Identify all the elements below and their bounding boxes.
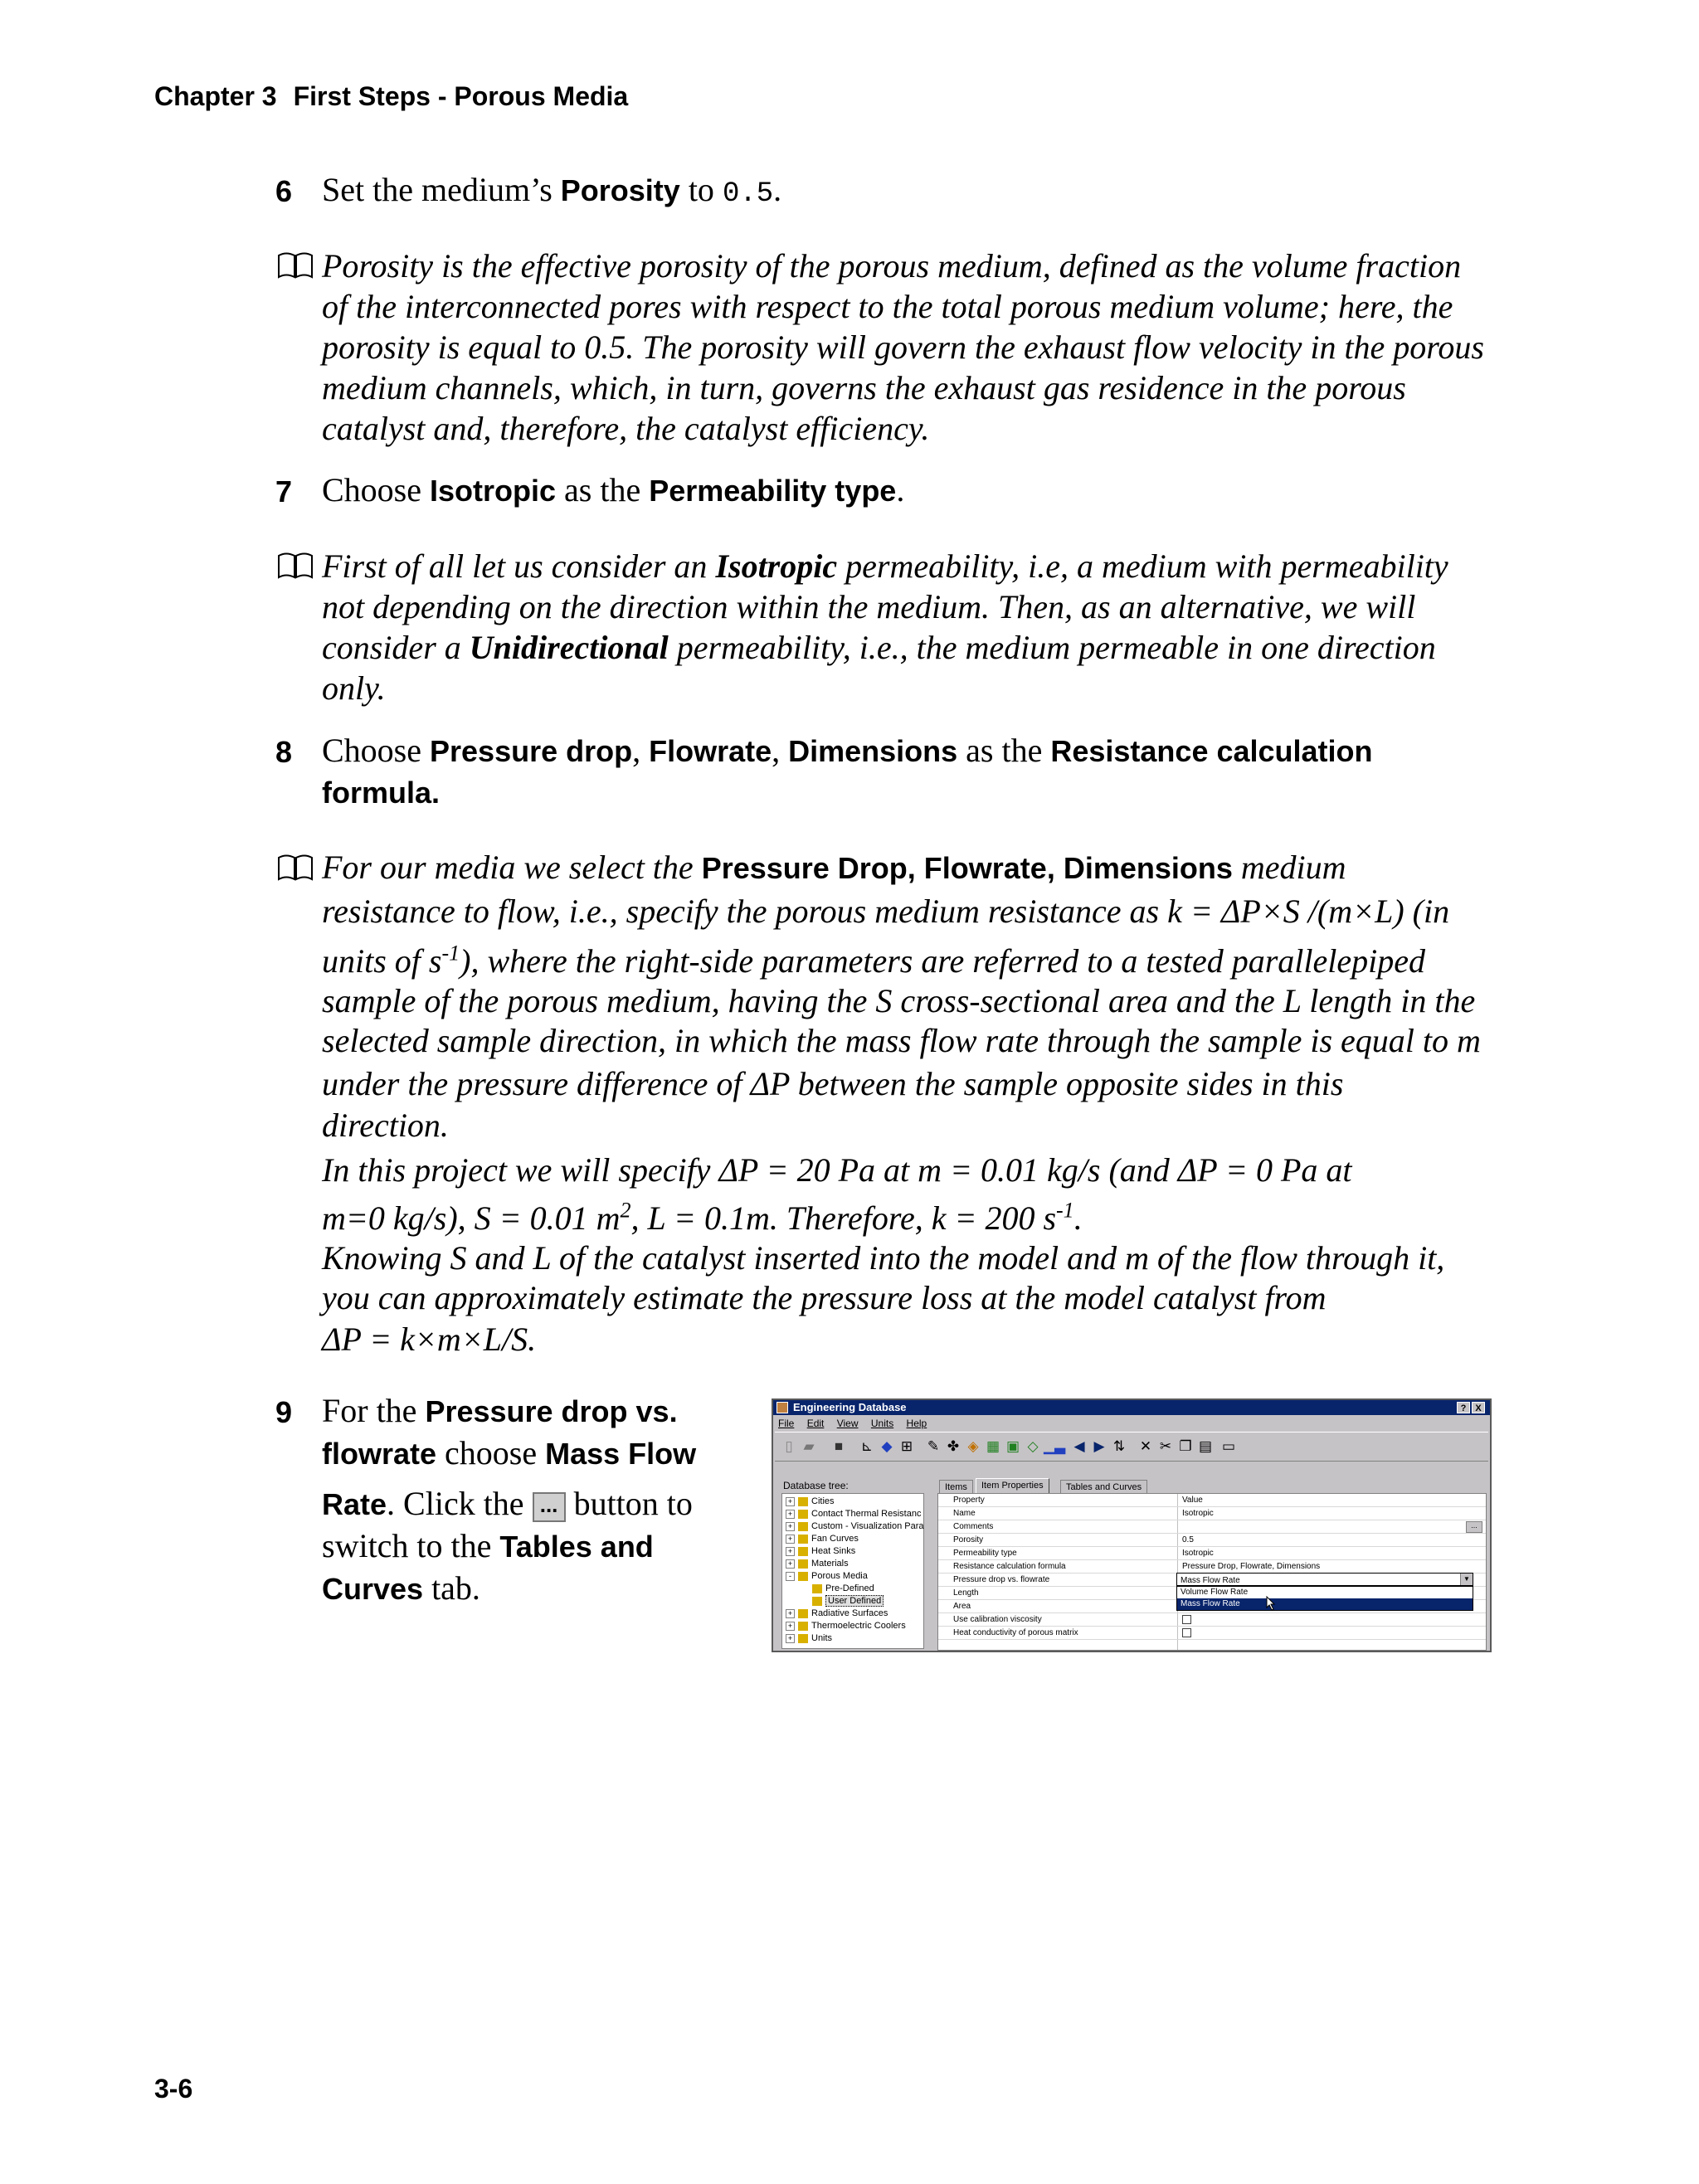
menu-view[interactable]: View	[836, 1418, 859, 1429]
tree-label: Database tree:	[783, 1480, 849, 1491]
fan-icon[interactable]: ✤	[947, 1438, 960, 1454]
tree-item[interactable]: + Units	[786, 1632, 832, 1645]
help-icon[interactable]: ?	[1457, 1402, 1470, 1413]
mouse-cursor-icon	[1266, 1596, 1278, 1611]
properties-grid	[937, 1493, 1487, 1651]
folder-icon	[798, 1609, 808, 1618]
step-number-9: 9	[275, 1395, 293, 1429]
chapter-title: First Steps - Porous Media	[293, 81, 629, 111]
tree-item-user-defined[interactable]: User Defined	[812, 1595, 884, 1608]
menu-file[interactable]: File	[778, 1418, 795, 1429]
book-note-icon	[277, 251, 314, 280]
save-icon[interactable]: ■	[834, 1438, 844, 1454]
menu-bar	[778, 1417, 937, 1430]
book-note-icon	[277, 551, 314, 581]
item-icon[interactable]: ◆	[881, 1438, 893, 1454]
note-resistance: For our media we select the Pressure Drop, Flowrate, Dimensions medium resistance to flow, i.e., specify the porous medium resistance as k = ΔP×S /(m×L) (in units of $s^{-1}$), where the right-side parameters are referred to a tested parallelepiped sample of the porous medium, having the S cross-sectional area and the L length in the selected sample direction, in which the mass flow rate through the sample is equal to m under the pressure difference of ΔP between the sample opposite sides in this direction. In this project we will specify ΔP = 20 Pa at m = 0.01 kg/s (and ΔP = 0 Pa at m=0 kg/s), S = 0.01 $m^2$, L = 0.1m. Therefore, k = 200 $s^{-1}$. Knowing S and L of the catalyst inserted into the model and m of the flow through it, you can approximately estimate the pressure loss at the model catalyst from ΔP = k×m×L/S.	[322, 849, 1481, 1358]
dropdown-list	[1176, 1586, 1473, 1611]
step-7-text: Choose Isotropic as the Permeability type.	[322, 471, 905, 508]
cut-icon[interactable]: ✂	[1159, 1438, 1172, 1454]
surface-icon[interactable]: ◇	[1027, 1438, 1039, 1454]
calibration-checkbox[interactable]	[1182, 1615, 1191, 1624]
sort-icon[interactable]: ⇅	[1112, 1438, 1126, 1454]
step-number-6: 6	[275, 174, 293, 208]
tab-item-properties[interactable]: Item Properties	[976, 1478, 1049, 1494]
edit-icon[interactable]: ✎	[927, 1438, 940, 1454]
table-row[interactable]: Name Isotropic	[938, 1507, 1486, 1520]
menu-units[interactable]: Units	[870, 1418, 894, 1429]
folder-icon	[798, 1559, 808, 1569]
menu-help[interactable]: Help	[906, 1418, 927, 1429]
material-icon[interactable]: ◈	[967, 1438, 979, 1454]
window-titlebar	[773, 1400, 1490, 1415]
folder-icon	[798, 1497, 808, 1506]
step-number-7: 7	[275, 474, 293, 508]
folder-icon	[798, 1522, 808, 1531]
tree-item[interactable]: + Materials	[786, 1558, 849, 1570]
tab-items[interactable]: Items	[939, 1480, 973, 1494]
grid-header: Property Value	[938, 1494, 1486, 1507]
new-icon[interactable]: ▯	[785, 1438, 793, 1454]
table-icon[interactable]: ⊞	[900, 1438, 913, 1454]
folder-icon	[798, 1535, 808, 1544]
arrow-left-icon[interactable]: ◀	[1073, 1438, 1085, 1454]
copy-icon[interactable]: ❐	[1179, 1438, 1192, 1454]
note-porosity: Porosity is the effective porosity of the porous medium, defined as the volume fraction of the interconnected pores with respect to the total porous medium volume; here, the porosity is equal to 0.5. The porosity will govern the exhaust flow velocity in the porous medium channels, which, in turn, governs the exhaust gas residence in the porous catalyst and, therefore, the catalyst efficiency.	[322, 247, 1484, 447]
folder-icon	[798, 1572, 808, 1581]
tab-tables-and-curves[interactable]: Tables and Curves	[1060, 1480, 1147, 1494]
open-icon[interactable]: ▰	[803, 1438, 815, 1454]
engineering-database-screenshot	[772, 1398, 1492, 1652]
properties-icon[interactable]: ▭	[1221, 1438, 1236, 1454]
tree-item[interactable]: + Cities	[786, 1496, 835, 1508]
chart-icon[interactable]: ⊾	[860, 1438, 874, 1454]
table-row[interactable]: Area	[938, 1600, 1486, 1613]
tree-item[interactable]: + Radiative Surfaces	[786, 1608, 888, 1620]
paste-icon[interactable]: ▤	[1198, 1438, 1213, 1454]
close-icon[interactable]: X	[1472, 1402, 1485, 1413]
table-row[interactable]: Pressure drop vs. flowrate	[938, 1574, 1486, 1587]
app-icon	[776, 1402, 788, 1413]
tree-item[interactable]: + Custom - Visualization Para	[786, 1520, 924, 1533]
folder-icon	[798, 1547, 808, 1556]
table-row[interactable]: Resistance calculation formula Pressure Drop, Flowrate, Dimensions	[938, 1560, 1486, 1574]
heatsink-icon[interactable]: ▦	[986, 1438, 1000, 1454]
delete-icon[interactable]: ✕	[1139, 1438, 1152, 1454]
page-number: 3-6	[154, 2074, 193, 2104]
arrow-right-icon[interactable]: ▶	[1093, 1438, 1105, 1454]
running-header	[154, 81, 628, 112]
option-mass-flow-rate[interactable]: Mass Flow Rate	[1177, 1598, 1473, 1610]
folder-icon	[798, 1510, 808, 1519]
tree-item[interactable]: + Heat Sinks	[786, 1545, 855, 1558]
toolbar	[775, 1432, 1488, 1462]
chevron-down-icon[interactable]: ▼	[1460, 1574, 1473, 1585]
comments-ellipsis-button[interactable]: ...	[1466, 1521, 1482, 1533]
histogram-icon[interactable]: ▁▃	[1044, 1438, 1066, 1454]
step-6-text: Set the medium’s Porosity to 0.5.	[322, 171, 782, 210]
folder-icon	[798, 1634, 808, 1643]
tree-item-pre-defined[interactable]: Pre-Defined	[812, 1583, 874, 1595]
folder-icon	[798, 1622, 808, 1631]
step-number-8: 8	[275, 735, 293, 769]
cooler-icon[interactable]: ▣	[1005, 1438, 1020, 1454]
step-8-text: Choose Pressure drop, Flowrate, Dimensions as the Resistance calculation formula.	[322, 732, 1373, 810]
tree-item[interactable]: + Contact Thermal Resistanc	[786, 1508, 921, 1520]
folder-icon	[812, 1597, 822, 1606]
folder-icon	[812, 1584, 822, 1593]
pressure-drop-dropdown[interactable]: Mass Flow Rate ▼	[1176, 1573, 1473, 1586]
database-tree[interactable]	[781, 1493, 924, 1649]
tree-item[interactable]: + Fan Curves	[786, 1533, 859, 1545]
tree-item[interactable]: + Thermoelectric Coolers	[786, 1620, 906, 1632]
menu-edit[interactable]: Edit	[806, 1418, 825, 1429]
table-row[interactable]: Porosity 0.5	[938, 1534, 1486, 1547]
table-row[interactable]: Heat conductivity of porous matrix	[938, 1627, 1486, 1640]
table-row[interactable]: Permeability type Isotropic	[938, 1547, 1486, 1560]
step-9-text: For the Pressure drop vs. flowrate choose Mass Flow Rate. Click the ... button to switch to the Tables and Curves tab.	[322, 1392, 697, 1607]
book-note-icon	[277, 853, 314, 883]
chapter-label: Chapter 3	[154, 81, 277, 111]
note-permeability: First of all let us consider an Isotropic permeability, i.e, a medium with permeability not depending on the direction within the medium. Then, as an alternative, we will consider a Unidirectional permeability, i.e., the medium permeable in one direction only.	[322, 547, 1448, 707]
heat-conductivity-checkbox[interactable]	[1182, 1628, 1191, 1637]
tree-item-porous-media[interactable]: - Porous Media	[786, 1570, 868, 1583]
ellipsis-button-icon: ...	[533, 1492, 566, 1522]
window-title: Engineering Database	[793, 1401, 907, 1413]
table-row[interactable]: Length	[938, 1587, 1486, 1600]
option-volume-flow-rate[interactable]: Volume Flow Rate	[1181, 1588, 1249, 1597]
table-row[interactable]: Comments ...	[938, 1520, 1486, 1534]
table-row[interactable]: Use calibration viscosity	[938, 1613, 1486, 1627]
